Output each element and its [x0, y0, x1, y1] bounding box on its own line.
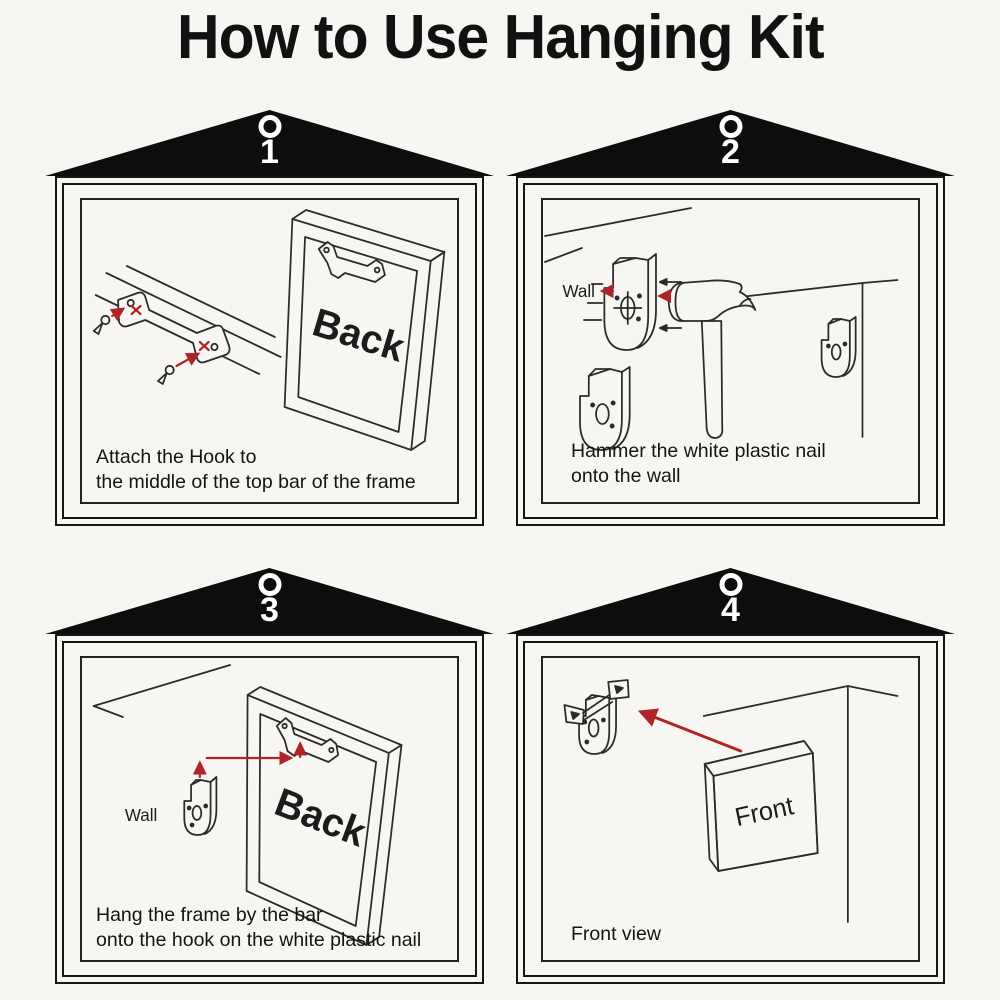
step-number: 4 — [721, 591, 740, 629]
step-4-illustration — [543, 658, 918, 960]
step-1-roof — [45, 110, 494, 176]
step-panel-4 — [516, 568, 945, 984]
header — [0, 0, 1000, 110]
step-number: 2 — [721, 133, 740, 171]
plastic-nail-icon — [184, 777, 216, 835]
step-3-mid-frame — [62, 641, 477, 977]
step-1-caption — [96, 445, 416, 495]
frame-back-label: Back — [307, 300, 410, 371]
caption-line: Front view — [571, 923, 661, 946]
hammer-icon — [669, 280, 756, 438]
caption-line: Hang the frame by the bar — [96, 904, 323, 927]
step-1-canvas — [80, 198, 459, 504]
caption-line: Attach the Hook to — [96, 446, 257, 469]
plastic-nail-icon — [822, 317, 856, 377]
wall-corner-lines — [94, 665, 230, 717]
step-3-canvas — [80, 656, 459, 962]
caption-line: the middle of the top bar of the frame — [96, 471, 416, 494]
step-panel-2 — [516, 110, 945, 526]
step-3-caption — [96, 903, 421, 953]
step-4-canvas — [541, 656, 920, 962]
wall-label: Wall — [562, 280, 595, 302]
step-number: 3 — [260, 591, 279, 629]
step-1-mid-frame — [62, 183, 477, 519]
caption-line: onto the hook on the white plastic nail — [96, 929, 422, 952]
step-panel-3 — [55, 568, 484, 984]
step-1-outer-frame — [55, 176, 484, 526]
step-2-caption — [571, 439, 826, 489]
step-2-roof — [506, 110, 955, 176]
step-4-roof — [506, 568, 955, 634]
hook-bracket-icon — [118, 293, 230, 363]
plastic-nail-icon — [604, 254, 656, 350]
step-3-outer-frame — [55, 634, 484, 984]
step-4-outer-frame — [516, 634, 945, 984]
step-2-canvas — [541, 198, 920, 504]
frame-front-label: Front — [732, 791, 797, 833]
frame-back-label: Back — [269, 779, 372, 856]
caption-line: Hammer the white plastic nail — [571, 440, 826, 463]
step-2-outer-frame — [516, 176, 945, 526]
step-3-roof — [45, 568, 494, 634]
step-4-caption — [571, 922, 661, 947]
step-number: 1 — [260, 133, 279, 171]
hook-and-nail-assembly-icon — [564, 680, 628, 754]
page-title: How to Use Hanging Kit — [176, 3, 824, 72]
step-panel-1 — [55, 110, 484, 526]
caption-line: onto the wall — [571, 465, 681, 488]
red-direction-arrow — [641, 712, 740, 751]
plastic-nail-icon — [580, 367, 630, 450]
steps-grid — [55, 110, 945, 984]
step-2-mid-frame — [523, 183, 938, 519]
wall-label: Wall — [124, 804, 158, 826]
step-4-mid-frame — [523, 641, 938, 977]
